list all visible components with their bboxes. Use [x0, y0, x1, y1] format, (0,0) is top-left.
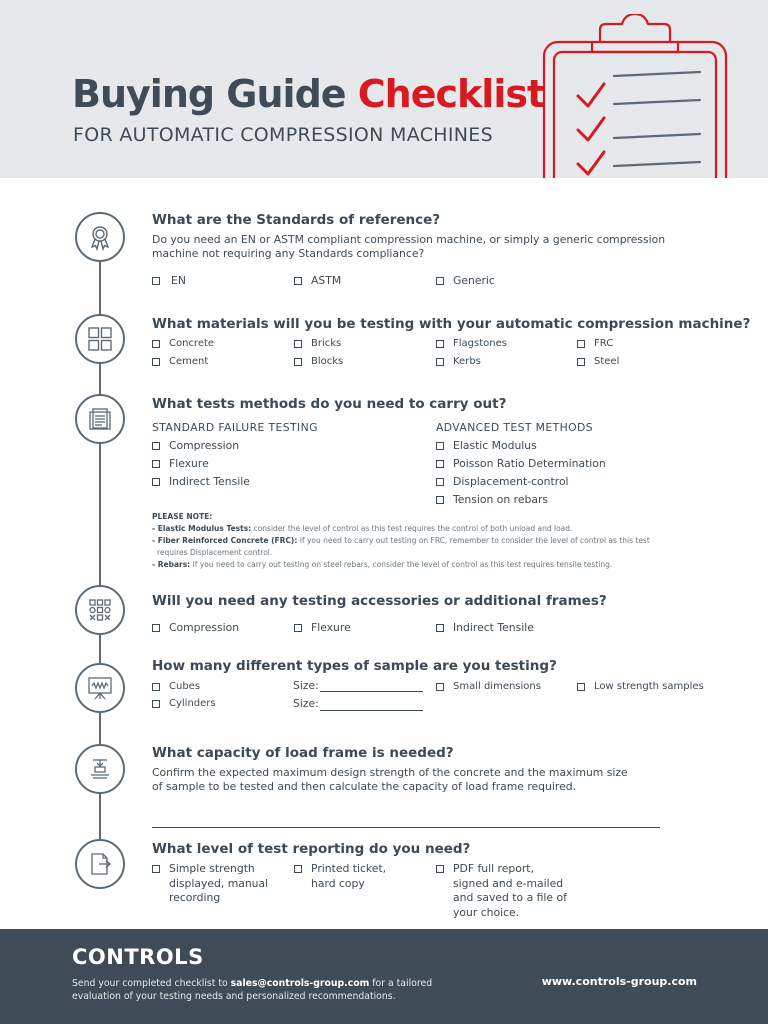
checkbox-option[interactable]: Compression	[152, 621, 239, 636]
checkbox-option[interactable]: Concrete	[152, 337, 214, 352]
question-samples: How many different types of sample are you testing?	[152, 658, 557, 674]
step-icon-capacity	[75, 744, 125, 794]
checkbox-option[interactable]: Poisson Ratio Determination	[436, 457, 606, 472]
desc-standards-line1: Do you need an EN or ASTM compliant compression machine, or simply a generic compression	[152, 233, 666, 246]
desc-standards-line2: machine not requiring any Standards compliance?	[152, 247, 425, 260]
checkbox[interactable]	[436, 340, 444, 348]
question-capacity: What capacity of load frame is needed?	[152, 745, 454, 761]
title-accent: Checklist	[357, 72, 545, 116]
checkbox[interactable]	[294, 340, 302, 348]
question-accessories: Will you need any testing accessories or additional frames?	[152, 593, 607, 609]
size-label: Size:	[293, 697, 319, 710]
checkbox[interactable]	[436, 460, 444, 468]
step-icon-materials	[75, 314, 125, 364]
page-title	[72, 72, 544, 116]
checkbox-option[interactable]: Flexure	[152, 457, 209, 472]
checkbox[interactable]	[152, 442, 160, 450]
step-icon-samples	[75, 663, 125, 713]
page-subtitle: FOR AUTOMATIC COMPRESSION MACHINES	[73, 124, 493, 146]
checkbox[interactable]	[436, 496, 444, 504]
checkbox-option[interactable]: Flexure	[294, 621, 351, 636]
checkbox[interactable]	[152, 340, 160, 348]
checkbox-option[interactable]: Indirect Tensile	[436, 621, 534, 636]
checkbox-option[interactable]: FRC	[577, 337, 613, 352]
checkbox[interactable]	[436, 442, 444, 450]
checkbox-option[interactable]: Simple strength displayed, manual recording	[152, 862, 268, 906]
checkbox[interactable]	[294, 865, 302, 873]
header-banner	[0, 0, 768, 178]
checkbox-option[interactable]: Kerbs	[436, 355, 481, 370]
note-rebars: - Rebars: If you need to carry out testing on steel rebars, consider the level of control as this test requires tensile testing.	[152, 560, 613, 569]
checkbox[interactable]	[436, 624, 444, 632]
checkbox-option[interactable]: Tension on rebars	[436, 493, 548, 508]
checkbox-option[interactable]: Cylinders	[152, 697, 216, 712]
document-icon	[86, 405, 114, 433]
checkbox-option[interactable]: Steel	[577, 355, 619, 370]
checkbox[interactable]	[436, 358, 444, 366]
title-main: Buying Guide	[72, 72, 346, 116]
checkbox[interactable]	[577, 358, 585, 366]
checkbox-option[interactable]: Displacement-control	[436, 475, 569, 490]
checkbox-option[interactable]: Flagstones	[436, 337, 507, 352]
checkbox-option[interactable]: Low strength samples	[577, 680, 704, 695]
checkbox-option[interactable]: Elastic Modulus	[436, 439, 537, 454]
checkbox[interactable]	[436, 683, 444, 691]
checkbox[interactable]	[152, 683, 160, 691]
question-standards: What are the Standards of reference?	[152, 212, 441, 228]
checkbox[interactable]	[152, 624, 160, 632]
size-label: Size:	[293, 679, 319, 692]
step-icon-methods	[75, 394, 125, 444]
question-reporting: What level of test reporting do you need?	[152, 841, 471, 857]
checkbox-option[interactable]: Cement	[152, 355, 208, 370]
subhead-advanced: ADVANCED TEST METHODS	[436, 421, 593, 434]
controls-logo: CONTROLS	[72, 945, 204, 969]
capacity-answer-line[interactable]	[152, 827, 660, 828]
checkbox-option[interactable]: Indirect Tensile	[152, 475, 250, 490]
checkbox-option[interactable]: Bricks	[294, 337, 341, 352]
subhead-standard: STANDARD FAILURE TESTING	[152, 421, 318, 434]
question-materials: What materials will you be testing with your automatic compression machine?	[152, 316, 751, 332]
checkbox-option[interactable]: EN	[152, 274, 186, 289]
checkbox-option[interactable]: ASTM	[294, 274, 341, 289]
checkbox-option[interactable]: Small dimensions	[436, 680, 541, 695]
checkbox[interactable]	[294, 358, 302, 366]
footer	[0, 929, 768, 1024]
screen-icon	[86, 674, 114, 702]
desc-capacity-line1: Confirm the expected maximum design strength of the concrete and the maximum size	[152, 766, 628, 779]
size-input-line[interactable]	[320, 710, 423, 711]
checkbox-option[interactable]: PDF full report, signed and e-mailed and saved to a file of your choice.	[436, 862, 567, 920]
checkbox[interactable]	[152, 358, 160, 366]
question-methods: What tests methods do you need to carry out?	[152, 396, 507, 412]
checkbox-option[interactable]: Generic	[436, 274, 495, 289]
checkbox[interactable]	[436, 277, 444, 285]
load-frame-icon	[86, 755, 114, 783]
checkbox[interactable]	[577, 340, 585, 348]
award-icon	[86, 223, 114, 251]
website-link[interactable]: www.controls-group.com	[541, 975, 697, 988]
clipboard-icon	[540, 14, 730, 178]
checkbox[interactable]	[436, 865, 444, 873]
note-frc: - Fiber Reinforced Concrete (FRC): If you need to carry out testing on FRC, remember to consider the level of control as this test	[152, 536, 650, 545]
checkbox[interactable]	[294, 624, 302, 632]
checkbox-option[interactable]: Printed ticket, hard copy	[294, 862, 386, 891]
report-icon	[86, 850, 114, 878]
checkbox-option[interactable]: Compression	[152, 439, 239, 454]
checkbox-option[interactable]: Blocks	[294, 355, 343, 370]
checkbox-option[interactable]: Cubes	[152, 680, 200, 695]
step-icon-accessories	[75, 585, 125, 635]
checkbox[interactable]	[436, 478, 444, 486]
note-frc-cont: requires Displacement control.	[157, 548, 273, 557]
email-link[interactable]: sales@controls-group.com	[230, 978, 370, 989]
grid-icon	[86, 325, 114, 353]
footer-text: Send your completed checklist to sales@controls-group.com for a tailored evaluation of your testing needs and personalized recommendations.	[72, 978, 433, 1002]
step-icon-reporting	[75, 839, 125, 889]
checkbox[interactable]	[577, 683, 585, 691]
desc-capacity-line2: of sample to be tested and then calculate the capacity of load frame required.	[152, 780, 577, 793]
checkbox[interactable]	[152, 700, 160, 708]
checkbox[interactable]	[152, 478, 160, 486]
accessories-icon	[86, 596, 114, 624]
step-icon-standards	[75, 212, 125, 262]
note-elastic: - Elastic Modulus Tests: consider the level of control as this test requires the control of both unload and load.	[152, 524, 573, 533]
checkbox[interactable]	[152, 277, 160, 285]
checkbox[interactable]	[152, 865, 160, 873]
note-title: PLEASE NOTE:	[152, 512, 213, 521]
checkbox[interactable]	[294, 277, 302, 285]
checkbox[interactable]	[152, 460, 160, 468]
size-input-line[interactable]	[320, 691, 423, 692]
